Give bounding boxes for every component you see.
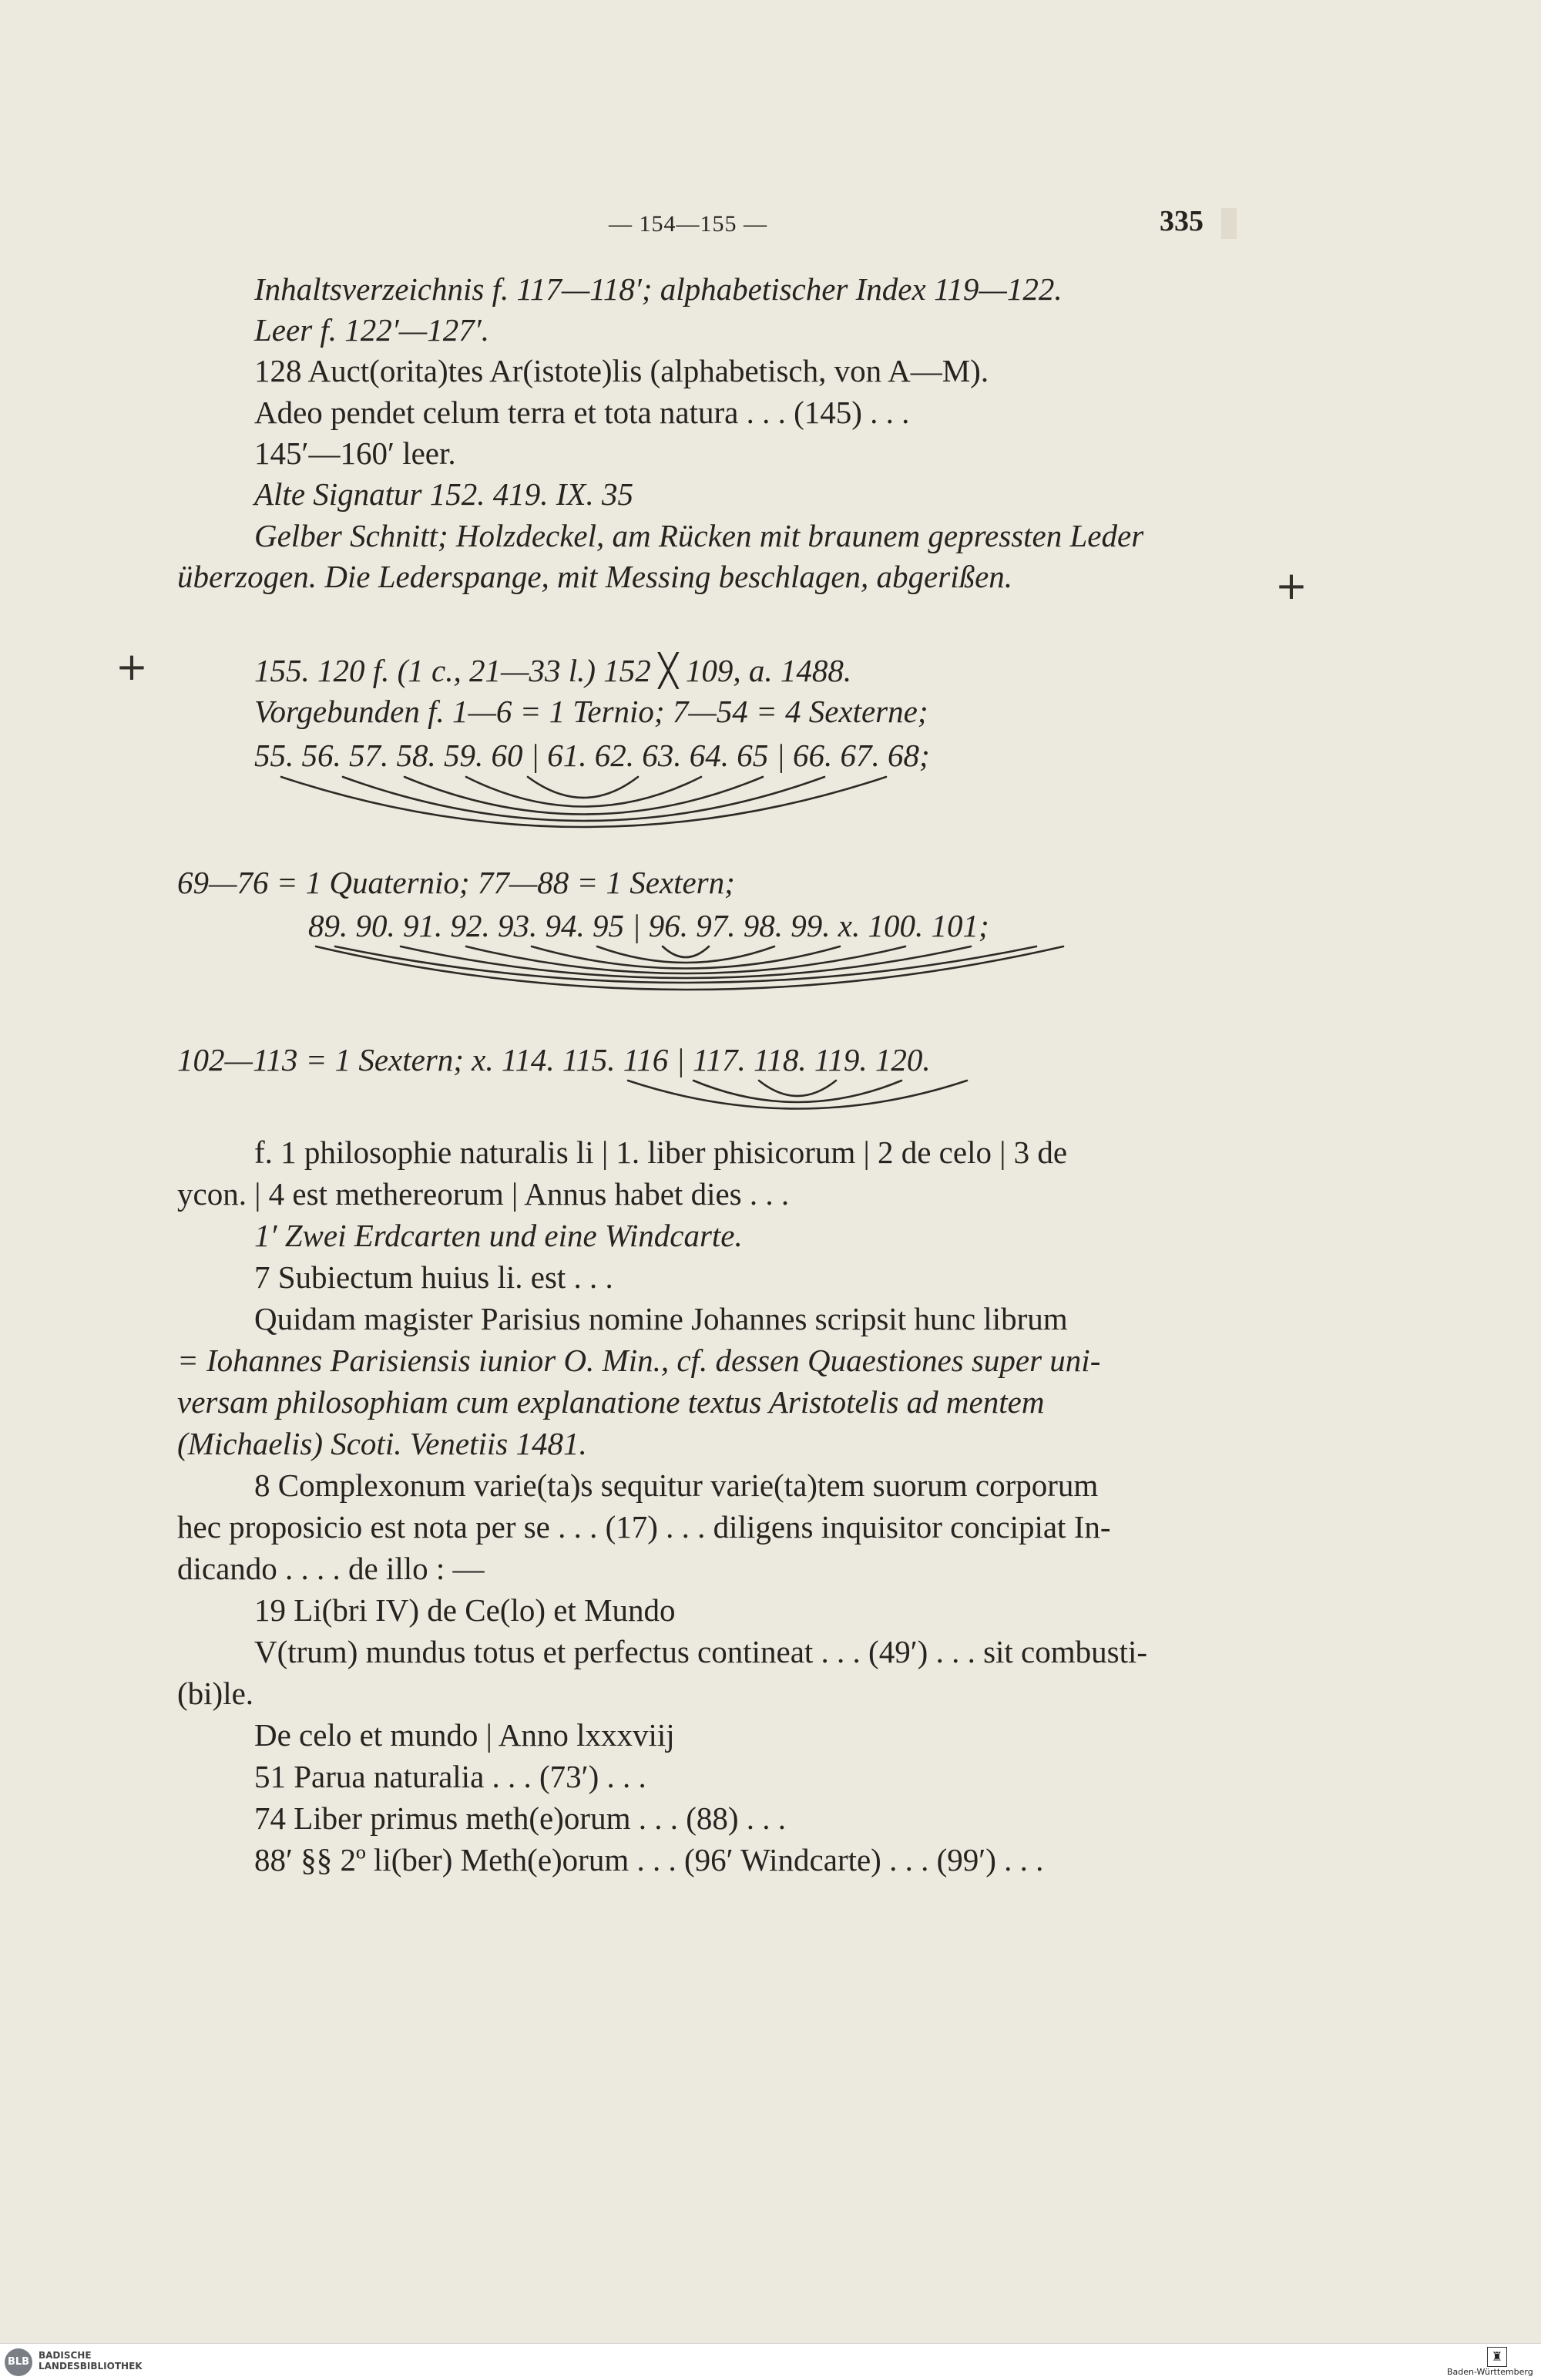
- margin-mark: +: [116, 644, 148, 689]
- quire-arc: [628, 1081, 967, 1109]
- quire-arc: [693, 1081, 901, 1102]
- quire-arc: [663, 946, 709, 957]
- state-emblem-icon: ♜: [1487, 2347, 1507, 2367]
- blb-logo[interactable]: BLB: [5, 2348, 32, 2376]
- text-line: Gelber Schnitt; Holzdeckel, am Rücken mit braunem gepressten Leder: [254, 518, 1144, 553]
- viewer-footer: [0, 2343, 1541, 2380]
- text-line: = Iohannes Parisiensis iunior O. Min., cf. dessen Quaestiones super uni-: [177, 1343, 1101, 1378]
- quire-arc: [528, 777, 638, 798]
- text-line: überzogen. Die Lederspange, mit Messing beschlagen, abgerißen.: [177, 559, 1013, 594]
- page-number: 335: [1160, 205, 1204, 237]
- text-line: versam philosophiam cum explanatione textus Aristotelis ad mentem: [177, 1384, 1045, 1420]
- text-line: 128 Auct(orita)tes Ar(istote)lis (alphabetisch, von A—M).: [254, 353, 989, 388]
- collation-line: 102—113 = 1 Sextern; x. 114. 115. 116 | 117. 118. 119. 120.: [177, 1042, 931, 1077]
- running-header: — 154—155 —: [609, 211, 767, 237]
- text-line: Inhaltsverzeichnis f. 117—118′; alphabetischer Index 119—122.: [254, 271, 1063, 307]
- text-line: 88′ §§ 2º li(ber) Meth(e)orum . . . (96′ Windcarte) . . . (99′) . . .: [254, 1842, 1044, 1877]
- text-line: 7 Subiectum huius li. est . . .: [254, 1259, 613, 1295]
- text-line: dicando . . . . de illo : —: [177, 1551, 485, 1586]
- text-line: 8 Complexonum varie(ta)s sequitur varie(ta)tem suorum corporum: [254, 1467, 1099, 1503]
- text-line: Vorgebunden f. 1—6 = 1 Ternio; 7—54 = 4 Sexterne;: [254, 694, 928, 729]
- text-line: 19 Li(bri IV) de Ce(lo) et Mundo: [254, 1592, 676, 1628]
- text-line: Adeo pendet celum terra et tota natura . . . (145) . . .: [254, 395, 910, 430]
- quire-arc: [466, 777, 701, 807]
- text-line: Quidam magister Parisius nomine Johannes scripsit hunc librum: [254, 1301, 1068, 1336]
- text-line: f. 1 philosophie naturalis li | 1. liber phisicorum | 2 de celo | 3 de: [254, 1135, 1068, 1170]
- text-line: hec proposicio est nota per se . . . (17) . . . diligens inquisitor concipiat In-: [177, 1509, 1111, 1545]
- text-line: Leer f. 122′—127′.: [254, 312, 489, 348]
- entry-heading: 155. 120 f. (1 c., 21—33 l.) 152 ╳ 109, a. 1488.: [254, 653, 852, 688]
- text-line: 1′ Zwei Erdcarten und eine Windcarte.: [254, 1218, 743, 1253]
- text-line: V(trum) mundus totus et perfectus contineat . . . (49′) . . . sit combusti-: [254, 1634, 1148, 1669]
- quire-arc: [759, 1081, 836, 1096]
- text-line: (Michaelis) Scoti. Venetiis 1481.: [177, 1426, 587, 1461]
- margin-mark: +: [1275, 563, 1308, 608]
- text-line: (bi)le.: [177, 1676, 254, 1711]
- text-line: De celo et mundo | Anno lxxxviij: [254, 1717, 675, 1753]
- text-line: 51 Parua naturalia . . . (73′) . . .: [254, 1759, 646, 1794]
- collation-line: 89. 90. 91. 92. 93. 94. 95 | 96. 97. 98. 99. x. 100. 101;: [308, 908, 989, 943]
- library-name: BADISCHE LANDESBIBLIOTHEK: [39, 2350, 143, 2372]
- text-line: 145′—160′ leer.: [254, 435, 456, 471]
- text-line: 74 Liber primus meth(e)orum . . . (88) . . .: [254, 1800, 787, 1836]
- collation-line: 55. 56. 57. 58. 59. 60 | 61. 62. 63. 64. 65 | 66. 67. 68;: [254, 738, 930, 773]
- text-line: 69—76 = 1 Quaternio; 77—88 = 1 Sextern;: [177, 865, 735, 900]
- state-name: Baden-Württemberg: [1447, 2367, 1533, 2377]
- quire-arc: [281, 777, 886, 827]
- text-line: Alte Signatur 152. 419. IX. 35: [254, 476, 633, 512]
- text-line: ycon. | 4 est methereorum | Annus habet dies . . .: [177, 1176, 790, 1212]
- quire-arc: [597, 946, 774, 963]
